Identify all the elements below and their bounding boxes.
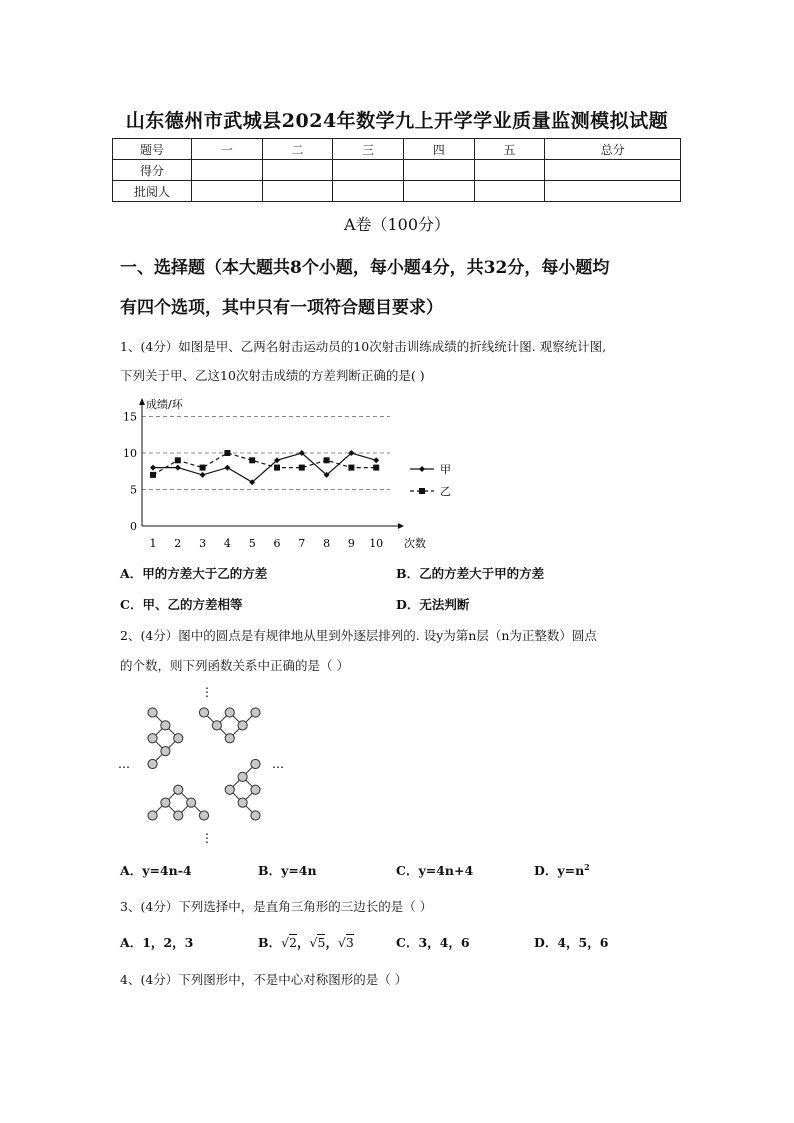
table-cell: 一 [192, 139, 263, 160]
series-yi-point [348, 465, 354, 471]
legend-jia-marker [419, 466, 425, 472]
x-tick-label: 9 [347, 537, 355, 550]
x-tick-label: 6 [273, 537, 281, 550]
y-tick-label: 15 [123, 410, 137, 424]
table-cell: 五 [474, 139, 545, 160]
q2-option-c: C．y=4n+4 [396, 863, 474, 878]
dot [174, 734, 183, 743]
table-cell: 三 [333, 139, 404, 160]
question-3-line: 3、(4分）下列选择中，是直角三角形的三边长的是（ ） [120, 899, 433, 914]
y-tick-label: 0 [130, 520, 137, 533]
y-tick-label: 10 [123, 447, 137, 460]
legend-yi-label: 乙 [440, 485, 451, 498]
dot [225, 734, 234, 743]
right-ellipsis: … [272, 757, 284, 771]
table-cell [262, 160, 333, 181]
table-cell: 批阅人 [113, 181, 192, 202]
table-cell [545, 160, 681, 181]
table-cell [403, 160, 474, 181]
section-heading-line2: 有四个选项，其中只有一项符合题目要求） [120, 298, 443, 318]
table-cell: 二 [262, 139, 333, 160]
table-row [113, 181, 681, 202]
q2-option-d: D．$y=n^2$ [534, 861, 590, 878]
x-tick-label: 7 [298, 537, 306, 550]
x-axis-arrow [398, 523, 404, 529]
table-cell: 题号 [113, 139, 192, 160]
dot [251, 708, 260, 717]
legend-jia-label: 甲 [440, 463, 451, 476]
y-axis-label: 成绩/环 [146, 398, 183, 411]
sqrt-3: √3 [337, 935, 354, 950]
series-yi-point [324, 457, 330, 463]
table-cell [192, 160, 263, 181]
series-yi-point [373, 465, 379, 471]
q1-option-a: A．甲的方差大于乙的方差 [120, 566, 268, 581]
line-chart [112, 392, 452, 554]
q3-option-d: D．4，5，6 [534, 935, 609, 950]
series-jia-point [224, 465, 230, 471]
dot [251, 811, 260, 820]
dot [148, 811, 157, 820]
dot [238, 772, 247, 781]
y-axis-arrow [139, 398, 145, 405]
question-4-line: 4、(4分）下列图形中，不是中心对称图形的是（ ） [120, 972, 408, 987]
dot [187, 798, 196, 807]
table-cell [333, 181, 404, 202]
q1-option-d: D．无法判断 [396, 597, 470, 612]
dot [174, 785, 183, 794]
table-cell: 四 [403, 139, 474, 160]
table-cell [474, 160, 545, 181]
dot [148, 708, 157, 717]
sqrt-5: √5 [309, 935, 326, 950]
q3-option-c: C．3，4，6 [396, 935, 470, 950]
series-yi-point [200, 465, 206, 471]
q1-option-c: C．甲、乙的方差相等 [120, 597, 243, 612]
dot [251, 785, 260, 794]
series-jia-line [153, 453, 376, 482]
q2-option-a: A．y=4n-4 [120, 863, 192, 878]
x-tick-label: 10 [369, 537, 384, 550]
x-tick-label: 8 [323, 537, 331, 550]
question-2-line2: 的个数，则下列函数关系中正确的是（ ） [120, 658, 349, 673]
sqrt-2: √2 [281, 935, 297, 950]
dot [161, 747, 170, 756]
table-cell [403, 181, 474, 202]
q1-option-b: B．乙的方差大于甲的方差 [396, 566, 545, 581]
dot-pattern-figure [116, 682, 292, 844]
question-1-line1: 1、(4分）如图是甲、乙两名射击运动员的10次射击训练成绩的折线统计图. 观察统计图, [120, 339, 607, 354]
table-cell [333, 160, 404, 181]
q2-option-b: B．y=4n [258, 863, 317, 878]
dot [251, 759, 260, 768]
question-1-line2: 下列关于甲、乙这10次射击成绩的方差判断正确的是( ) [120, 368, 425, 383]
table-cell [545, 181, 681, 202]
series-jia-point [175, 465, 181, 471]
section-heading-line1: 一、选择题（本大题共8个小题，每小题4分，共32分，每小题均 [120, 258, 610, 278]
series-yi-point [175, 457, 181, 463]
dot [225, 708, 234, 717]
dot [161, 721, 170, 730]
dot [225, 785, 234, 794]
x-axis-label: 次数 [404, 537, 426, 550]
series-yi-point [299, 465, 305, 471]
series-jia-point [150, 465, 156, 471]
series-jia-point [200, 472, 206, 478]
series-yi-point [224, 450, 230, 456]
series-jia-point [373, 457, 379, 463]
dot [148, 734, 157, 743]
legend-yi-marker [419, 488, 425, 494]
table-row [113, 139, 681, 160]
series-yi-point [150, 472, 156, 478]
q3-option-a: A．1，2，3 [120, 935, 194, 950]
series-yi-point [274, 465, 280, 471]
dot [238, 798, 247, 807]
dot [161, 798, 170, 807]
dot [148, 759, 157, 768]
x-tick-label: 2 [174, 537, 182, 550]
score-table [112, 138, 681, 202]
dot [212, 721, 221, 730]
dot [238, 721, 247, 730]
table-cell [192, 181, 263, 202]
table-cell [474, 181, 545, 202]
table-row [113, 160, 681, 181]
question-2-line1: 2、(4分）图中的圆点是有规律地从里到外逐层排列的. 设y为第n层（n为正整数）圆点 [120, 628, 597, 643]
y-tick-label: 5 [130, 483, 137, 497]
table-cell: 总分 [545, 139, 681, 160]
table-cell: 得分 [113, 160, 192, 181]
x-tick-label: 3 [199, 537, 207, 550]
x-tick-label: 4 [223, 537, 231, 550]
dot [174, 811, 183, 820]
top-vdots: ⋮ [201, 685, 213, 699]
dot [199, 811, 208, 820]
bottom-vdots: ⋮ [201, 831, 213, 844]
x-tick-label: 5 [248, 537, 256, 550]
page-title: 山东德州市武城县2024年数学九上开学学业质量监测模拟试题 [125, 110, 669, 132]
q3-option-b: B．√2，√5，√3 [258, 935, 354, 950]
x-tick-label: 1 [149, 537, 157, 550]
series-yi-point [249, 457, 255, 463]
paper-label: A卷（100分） [343, 215, 451, 234]
dot [199, 708, 208, 717]
left-ellipsis: … [118, 757, 130, 771]
table-cell [262, 181, 333, 202]
